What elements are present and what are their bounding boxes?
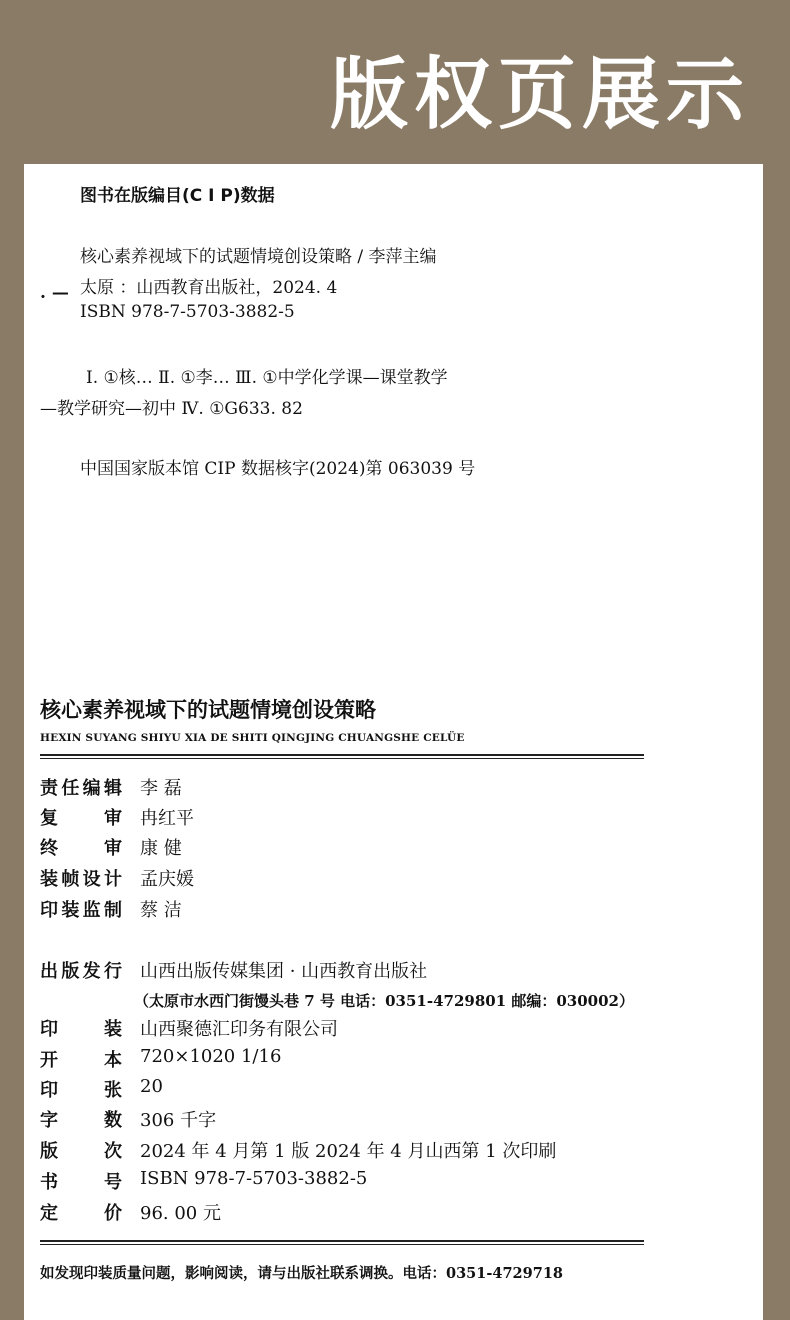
cip-isbn-line: ISBN 978-7-5703-3882-5 (80, 302, 295, 322)
divider-bottom (40, 1240, 644, 1245)
cip-registration: 中国国家版本馆 CIP 数据核字(2024)第 063039 号 (80, 459, 476, 479)
cip-classification-line-1: Ⅰ. ①核… Ⅱ. ①李… Ⅲ. ①中学化学课—课堂教学 (86, 368, 448, 388)
publication-label: 开 本 (40, 1050, 122, 1071)
book-title-pinyin: HEXIN SUYANG SHIYU XIA DE SHITI QINGJING CHUANGSHE CELÜE (40, 732, 465, 744)
staff-label: 责任编辑 (40, 778, 122, 799)
publication-value: 96. 00 元 (140, 1203, 221, 1224)
publication-label: 印 装 (40, 1019, 122, 1040)
cip-dash: . — (40, 283, 69, 303)
publication-value: 山西出版传媒集团 · 山西教育出版社 (140, 961, 428, 982)
publication-value: 306 千字 (140, 1110, 217, 1131)
page-header-title: 版权页展示 (329, 50, 750, 140)
staff-value: 康 健 (140, 838, 182, 859)
publication-value: 山西聚德汇印务有限公司 (140, 1019, 338, 1040)
staff-label: 装帧设计 (40, 869, 122, 890)
publication-value: 20 (140, 1076, 163, 1097)
staff-value: 孟庆媛 (140, 869, 194, 890)
cip-heading: 图书在版编目(C I P)数据 (80, 186, 275, 206)
publication-label: 出版发行 (40, 961, 122, 982)
staff-label: 印装监制 (40, 900, 122, 921)
staff-label: 复 审 (40, 808, 122, 829)
publication-label: 定 价 (40, 1203, 122, 1224)
staff-value: 冉红平 (140, 808, 194, 829)
cip-classification-line-2: —教学研究—初中 Ⅳ. ①G633. 82 (40, 399, 303, 419)
publication-label: 书 号 (40, 1172, 122, 1193)
copyright-page (24, 164, 763, 1320)
publication-value: 720×1020 1/16 (140, 1046, 282, 1067)
publication-value: ISBN 978-7-5703-3882-5 (140, 1168, 368, 1189)
publication-value: 2024 年 4 月第 1 版 2024 年 4 月山西第 1 次印刷 (140, 1141, 557, 1162)
book-title: 核心素养视域下的试题情境创设策略 (40, 698, 376, 722)
cip-title-line: 核心素养视域下的试题情境创设策略 / 李萍主编 (80, 247, 437, 267)
cip-publisher-line: 太原 ：山西教育出版社，2024. 4 (80, 278, 338, 298)
publisher-address: （太原市水西门街馒头巷 7 号 电话：0351-4729801 邮编：030002） (134, 992, 634, 1010)
publication-label: 印 张 (40, 1080, 122, 1101)
staff-value: 李 磊 (140, 778, 182, 799)
divider-top (40, 754, 644, 759)
publication-label: 字 数 (40, 1110, 122, 1131)
publication-label: 版 次 (40, 1141, 122, 1162)
staff-value: 蔡 洁 (140, 900, 182, 921)
footer-note: 如发现印装质量问题，影响阅读，请与出版社联系调换。电话：0351-4729718 (40, 1265, 563, 1282)
staff-label: 终 审 (40, 838, 122, 859)
